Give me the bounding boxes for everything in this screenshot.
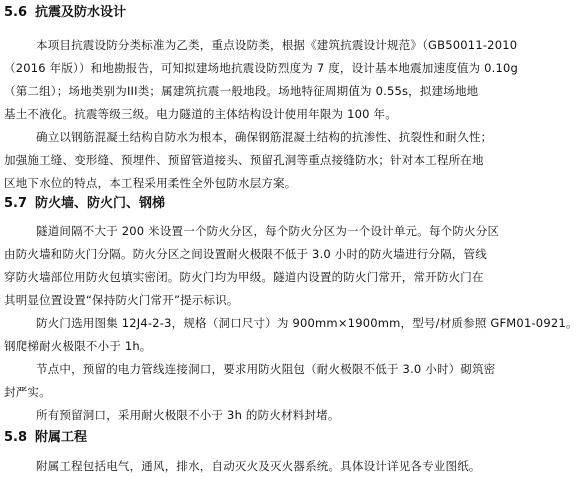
paragraph-line: （第二组）；场地类别为III类；属建筑抗震一般地段。场地特征周期值为 0.55s，拟建场地地 [4, 84, 479, 98]
paragraph-line: （2016 年版））和地勘报告，可知拟建场地抗震设防烈度为 7 度，设计基本地震加速度值为 0.10g [4, 61, 519, 75]
paragraph-line: 加强施工缝、变形缝、预埋件、预留管道接头、预留孔洞等重点接缝防水；针对本工程所在地 [4, 153, 484, 167]
paragraph-steel-ladder [4, 335, 512, 358]
section-heading-5-8 [4, 429, 87, 447]
paragraph-line: 确立以钢筋混凝土结构自防水为根本，确保钢筋混凝土结构的抗渗性、抗裂性和耐久性； [36, 130, 493, 144]
paragraph-line: 穿防火墙部位用防火包填实密闭。防火门均为甲级。隧道内设置的防火门常开，常开防火门在 [4, 270, 484, 284]
paragraph-fire-zones [4, 220, 512, 312]
paragraph-seismic [4, 34, 519, 126]
section-number: 5.8 [4, 430, 28, 445]
paragraph-line: 区地下水位的特点，本工程采用柔性全外包防水层方案。 [4, 176, 297, 190]
paragraph-line: 封严实。 [4, 385, 51, 399]
section-title: 抗震及防水设计 [35, 5, 127, 20]
paragraph-opening-sealing [36, 404, 512, 427]
paragraph-line: 附属工程包括电气，通风，排水，自动灭火及灭火器系统。具体设计详见各专业图纸。 [36, 459, 481, 473]
paragraph-line: 节点中，预留的电力管线连接洞口，要求用防火阻包（耐火极限不低于 3.0 小时）砌筑密 [36, 362, 496, 376]
paragraph-pipe-openings [4, 358, 512, 404]
section-number: 5.7 [4, 196, 28, 211]
paragraph-line: 所有预留洞口，采用耐火极限不小于 3h 的防火材料封堵。 [36, 408, 340, 422]
paragraph-line: 由防火墙和防火门分隔。防火分区之间设置耐火极限不低于 3.0 小时的防火墙进行分隔，管线 [4, 247, 487, 261]
paragraph-line: 防火门选用图集 12J4-2-3，规格（洞口尺寸）为 900mm×1900mm，型号/材质参照 GFM01-0921。 [36, 316, 578, 330]
paragraph-line: 其明显位置设置“保持防火门常开”提示标识。 [4, 293, 239, 307]
section-heading-5-6 [4, 4, 126, 22]
section-title: 防火墙、防火门、钢梯 [35, 196, 166, 211]
paragraph-line: 钢爬梯耐火极限不小于 1h。 [4, 339, 152, 353]
paragraph-fire-door-spec [36, 312, 578, 335]
section-number: 5.6 [4, 5, 28, 20]
paragraph-line: 本项目抗震设防分类标准为乙类，重点设防类，根据《建筑抗震设计规范》（GB50011-2010 [36, 38, 518, 52]
paragraph-waterproof [4, 126, 512, 195]
paragraph-auxiliary [36, 455, 512, 478]
section-heading-5-7 [4, 195, 165, 213]
section-title: 附属工程 [35, 430, 88, 445]
paragraph-line: 隧道间隔不大于 200 米设置一个防火分区，每个防火分区为一个设计单元。每个防火分区 [36, 224, 500, 238]
paragraph-line: 基土不液化。抗震等级三级。电力隧道的主体结构设计使用年限为 100 年。 [4, 107, 397, 121]
